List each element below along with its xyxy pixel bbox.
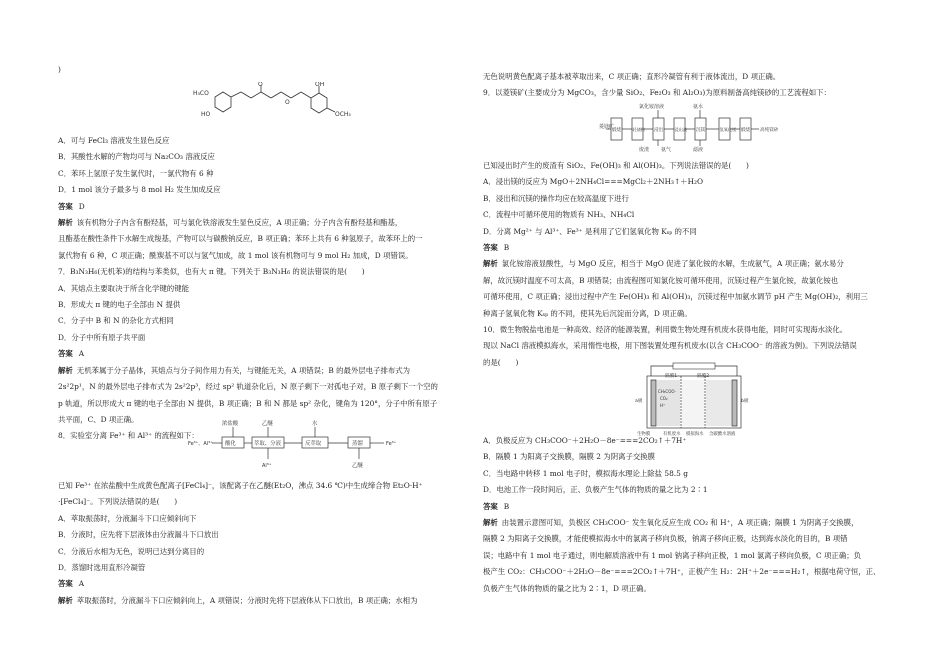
q9-option-b: B．浸出和沉镁的操作均应在较高温度下进行	[483, 193, 629, 203]
q10-co2: CO₂	[660, 396, 668, 401]
q7-analysis-line-4: 共平面，C、D 项正确。	[58, 414, 139, 424]
struct-o-ketone: O	[258, 82, 263, 88]
q8-flow-ether-out: 乙醚	[352, 463, 363, 469]
q10-option-a: A．负极反应为 CH₃COO⁻＋2H₂O－8e⁻===2CO₂↑＋7H⁺	[483, 436, 687, 445]
q8-flow-end: Fe³⁺	[386, 441, 397, 447]
q10-stem-1: 10．微生物脱盐电池是一种高效、经济的能源装置，利用微生物处理有机废水获得电能，同时可实现海水淡化。	[483, 325, 848, 335]
q6-option-a: A．可与 FeCl₃ 溶液发生显色反应	[58, 136, 170, 145]
q8-option-a: A．萃取振荡时，分液漏斗下口应倾斜向下	[58, 513, 197, 523]
struct-ho: HO	[201, 111, 211, 118]
q9-flow-diagram	[599, 100, 799, 152]
q9-flow-waste: 废渣	[639, 147, 650, 152]
q6-option-c: C．苯环上氢原子发生氯代时，一氯代物有 6 种	[58, 168, 214, 178]
q8-flow-extract: 萃取、分液	[254, 441, 281, 447]
q10-acid-chamber	[706, 380, 731, 426]
q9-answer-label: 答案	[483, 243, 498, 253]
q6-analysis-line-3: 氯代物有 6 种，C 项正确；酰羰基不可以与氢气加成，故 1 mol 该有机物可与 9 mol H₂ 加成，D 项错误。	[58, 250, 413, 260]
q7-answer-value: A	[78, 349, 85, 359]
q10-option-b: B．隔膜 1 为阳离子交换膜，隔膜 2 为阴离子交换膜	[483, 452, 656, 462]
q8-stem: 8．实验室分离 Fe³⁺ 和 Al³⁺ 的流程如下：	[58, 431, 199, 441]
q10-analysis-line-1: 解析 由装置示意图可知，负极区 CH₃COO⁻ 发生氧化反应生成 CO₂ 和 H⁺，A 项正确；隔膜 1 为阴离子交换膜，	[483, 518, 859, 528]
q9-analysis-line-1: 解析 氯化铵溶液显酸性，与 MgO 反应，相当于 MgO 促进了氯化铵的水解，生成氨气，A 项正确；氨水易分	[483, 259, 844, 269]
q8-answer-value: A	[78, 579, 85, 589]
question-8-body	[58, 478, 476, 609]
q8-stem-2a: 已知 Fe³⁺ 在浓盐酸中生成黄色配离子[FeCl₄]⁻，该配离子在乙醚(Et₂O，沸点 34.6 ℃)中生成缔合物 Et₂O·H⁺	[58, 481, 423, 490]
q9-flow-leach: 浸出	[654, 128, 664, 133]
q7-option-d: D．分子中所有原子共平面	[58, 332, 146, 342]
q9-flow-filtrate: 滤液	[693, 147, 704, 152]
q7-option-c: C．分子中 B 和 N 的杂化方式相同	[58, 316, 174, 326]
q7-answer	[58, 346, 476, 362]
q9-flow-ammonia: 氨气	[661, 147, 672, 152]
q9-flow-nh4cl: 氯化铵溶液	[639, 104, 665, 110]
q9-option-c: C．流程中可循环使用的物质有 NH₃、NH₄Cl	[483, 210, 635, 220]
q8-flow-water: 水	[312, 421, 318, 427]
q6-answer	[58, 199, 476, 215]
q10-option-d: D．电池工作一段时间后，正、负极产生气体的物质的量之比为 2∶1	[483, 485, 708, 495]
q7-analysis-line-2: 2s²2p¹，N 的最外层电子排布式为 2s²2p³，经过 sp² 轨道杂化后，N 原子剩下一对孤电子对，B 原子剩下一个空的	[58, 382, 438, 392]
q9-flow-calcine: 煅烧	[612, 128, 622, 133]
q10-label-biofilm: 生物膜	[637, 432, 651, 437]
q7-analysis-line-1: 解析 无机苯属于分子晶体，其熔点与分子间作用力有关，与键能无关，A 项错误；B 的最外层电子排布式为	[58, 365, 411, 375]
q9-flow-mgoh2: 氢氧化镁	[719, 127, 737, 132]
q9-flow-calcine-2: 煅烧	[741, 128, 751, 133]
q10-analysis-line-4: 极产生 CO₂：CH₃COO⁻＋2H₂O－8e⁻===2CO₂↑＋7H⁺，正极产生 H₂：2H⁺＋2e⁻===H₂↑，根据电荷守恒，正、	[483, 567, 881, 577]
struct-o-ester: O	[285, 99, 290, 106]
q7-stem: 7．B₃N₃H₆(无机苯)的结构与苯类似，也有大 π 键。下列关于 B₃N₃H₆ 的说法错误的是( )	[58, 267, 365, 277]
q8-stem-2b: ·[FeCl₄]⁻。下列说法错误的是( )	[58, 497, 178, 507]
question-6-body	[58, 133, 476, 445]
q9-flow-precipitate: 沉镁	[696, 128, 706, 133]
q10-stem-2: 现以 NaCl 溶液模拟海水，采用惰性电极，用下图装置处理有机废水(以含 CH₃COO⁻ 的溶液为例)。下列说法错误	[483, 341, 857, 351]
q10-electrode-a: a极	[635, 399, 643, 404]
q10-membrane-2: 隔膜2	[697, 374, 710, 379]
q9-analysis-line-2: 解，故沉镁时温度不可太高，B 项错误；由流程图可知氯化铵可循环使用，沉镁过程产生氯化铵，故氯化铵也	[483, 275, 839, 285]
q8-flow-acidify: 酸化	[225, 441, 236, 447]
question-6-paren: )	[58, 65, 61, 74]
q10-analysis-line-5: 负极产生气体的物质的量之比为 2∶1，D 项正确。	[483, 583, 651, 593]
q9-option-d: D．分离 Mg²⁺ 与 Al³⁺、Fe³⁺ 是利用了它们氢氧化物 Kₛₚ 的不同	[483, 226, 697, 236]
q8-analysis-line-1: 解析 萃取振荡时，分液漏斗下口应倾斜向上，A 项错误；分液时先将下层液体从下口放出，B 项正确；水相为	[58, 595, 418, 605]
q9-stem: 9．以菱镁矿(主要成分为 MgCO₃，含少量 SiO₂、Fe₂O₃ 和 Al₂O₃)为原料制备高纯镁砂的工艺流程如下：	[483, 88, 831, 98]
q7-analysis-line-3: p 轨道，所以形成大 π 键的电子全部由 N 提供，B 项正确；B 和 N 都是 sp² 杂化，键角为 120°，分子中所有原子	[58, 398, 438, 408]
q8-flow-back-extract: 反萃取	[305, 441, 322, 447]
molecule-structure-figure	[193, 82, 373, 132]
q7-answer-label: 答案	[58, 349, 73, 359]
q9-answer	[483, 240, 903, 256]
q6-option-b: B．其酸性水解的产物均可与 Na₂CO₃ 溶液反应	[58, 152, 215, 162]
q9-analysis-line-4: 种离子氢氧化物 Kₛₚ 的不同，使其先后沉淀而分离，D 项正确。	[483, 308, 692, 318]
q8-answer-label: 答案	[58, 579, 73, 589]
q10-hplus: H⁺	[660, 403, 666, 408]
q9-flow-product: 高纯镁砂	[760, 128, 779, 133]
q10-analysis-label: 解析	[483, 518, 498, 528]
q9-analysis-label: 解析	[483, 259, 498, 269]
q10-analysis-line-2: 隔膜 2 为阳离子交换膜，才能使模拟海水中的氯离子移向负极，钠离子移向正极，达到海水淡化的目的，B 项错	[483, 534, 848, 544]
q10-option-c: C．当电路中转移 1 mol 电子时，模拟海水理论上除盐 58.5 g	[483, 468, 688, 478]
q8-option-d: D．蒸馏时选用直形冷凝管	[58, 563, 146, 573]
q9-stem-2: 已知浸出时产生的废渣有 SiO₂、Fe(OH)₃ 和 Al(OH)₃。下列说法错误的是( )	[483, 161, 749, 170]
q8-flow-hcl: 浓盐酸	[222, 421, 239, 427]
q8-option-b: B．分液时，应先将下层液体由分液漏斗下口放出	[58, 530, 219, 540]
q10-electrode-b: b极	[741, 399, 749, 404]
q8-flow-diagram	[188, 417, 448, 473]
q10-answer-label: 答案	[483, 501, 498, 511]
q9-analysis-line-3: 可循环使用，C 项正确；浸出过程中产生 Fe(OH)₃ 和 Al(OH)₃，沉镁过程中加氨水调节 pH 产生 Mg(OH)₂，利用三	[483, 292, 868, 302]
q10-membrane-1: 隔膜1	[665, 374, 678, 379]
q6-analysis-line-2: 且酯基在酸性条件下水解生成羧基，产物可以与碳酸钠反应，B 项正确；苯环上共有 6 种氢原子，故苯环上的一	[58, 234, 423, 244]
q9-flow-nh3water: 氨水	[693, 104, 704, 110]
q8-analysis-continued: 无色说明黄色配离子基本被萃取出来，C 项正确；直形冷凝管有利于液体流出，D 项正确。	[483, 72, 781, 81]
q8-answer	[58, 576, 476, 592]
q6-option-d: D．1 mol 该分子最多与 8 mol H₂ 发生加成反应	[58, 185, 221, 195]
q10-stem-3: 的是( )	[483, 357, 519, 367]
q6-answer-label: 答案	[58, 201, 73, 211]
struct-h3co: H₃CO	[193, 90, 209, 97]
q10-label-seawater: 模拟海水	[686, 432, 704, 437]
q6-answer-value: D	[78, 201, 85, 211]
q8-flow-al: Al³⁺	[262, 463, 272, 469]
q8-flow-distill: 蒸馏	[352, 441, 363, 447]
q7-option-a: A．其熔点主要取决于所含化学键的键能	[58, 283, 189, 293]
q10-ch3coo: CH₃COO⁻	[658, 389, 677, 394]
q8-analysis-label: 解析	[58, 595, 73, 605]
q10-load	[673, 363, 715, 369]
q9-body	[483, 158, 903, 371]
q9-option-a: A．浸出镁的反应为 MgO＋2NH₄Cl===MgCl₂＋2NH₃↑＋H₂O	[483, 177, 704, 187]
q6-analysis-line-1: 解析 该有机物分子内含有酚羟基，可与氯化铁溶液发生显色反应，A 项正确；分子内含有酚羟基和酯基，	[58, 218, 403, 228]
q10-label-acid: 含碳酸水溶液	[709, 432, 736, 437]
q10-answer-value: B	[503, 501, 510, 511]
q9-flow-leachate: 浸出液	[674, 127, 688, 132]
q8-option-c: C．分液后水相为无色，说明已达到分离目的	[58, 546, 205, 556]
q10-answer	[483, 499, 903, 515]
q7-analysis-label: 解析	[58, 365, 73, 375]
q7-option-b: B．形成大 π 键的电子全部由 N 提供	[58, 300, 181, 310]
q10-cell-diagram	[633, 362, 753, 438]
q10-seawater-chamber	[682, 380, 704, 426]
q10-analysis-line-3: 误；电路中有 1 mol 电子通过，则电解质溶液中有 1 mol 钠离子移向正极，1 mol 氯离子移向负极，C 项正确；负	[483, 550, 861, 560]
q9-top	[483, 69, 903, 102]
q10-body	[483, 433, 903, 597]
q9-answer-value: B	[503, 243, 510, 253]
struct-oh: OH	[315, 82, 325, 88]
q9-flow-ore: 菱镁矿	[599, 124, 615, 130]
q8-flow-start: Fe³⁺、Al³⁺	[188, 441, 213, 447]
q10-label-organic: 有机废水	[663, 432, 681, 437]
struct-och3: OCH₃	[335, 111, 351, 118]
q9-flow-light-powder: 轻烧粉	[632, 127, 646, 132]
q6-analysis-label: 解析	[58, 218, 73, 228]
q8-flow-ether: 乙醚	[262, 421, 273, 427]
